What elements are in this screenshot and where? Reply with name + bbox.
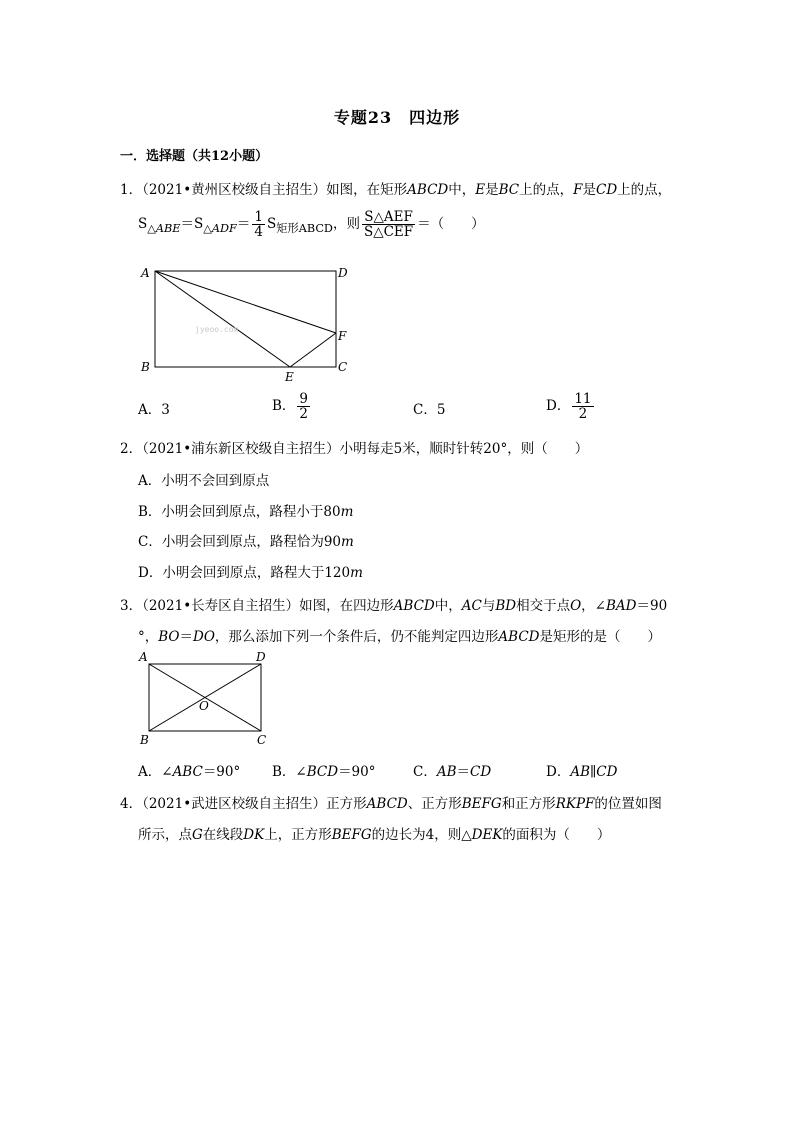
label-a: A: [139, 650, 148, 664]
q3-option-d[interactable]: D．AB∥CD: [546, 764, 618, 780]
q3-line1: 3．（2021•长寿区自主招生）如图，在四边形ABCD中，AC与BD相交于点O，∠BAD＝90: [120, 598, 668, 614]
q2-stem: 2．（2021•浦东新区校级自主招生）小明每走5米，顺时针转20°，则（ ）: [120, 441, 589, 457]
q3-option-a[interactable]: A．∠ABC＝90°: [138, 764, 241, 780]
q1-option-b[interactable]: B． $\frac{9}{2}$: [272, 391, 309, 423]
label-d: D: [256, 650, 266, 664]
q1-option-c[interactable]: C．5: [413, 402, 446, 418]
q2-option-b[interactable]: B．小明会回到原点，路程小于80m: [138, 504, 354, 520]
section-heading: 一．选择题（共12小题）: [120, 149, 269, 164]
label-c: C: [257, 733, 267, 747]
q3-option-c[interactable]: C．AB＝CD: [413, 764, 492, 780]
label-b: B: [140, 733, 149, 747]
watermark: jyeoo.com: [195, 325, 239, 334]
q4-line1: 4．（2021•武进区校级自主招生）正方形ABCD、正方形BEFG和正方形RKPF的位置如图: [120, 796, 662, 812]
q1-option-d[interactable]: D． $\frac{11}{2}$: [546, 391, 592, 423]
q1-line1: 1．（2021•黄州区校级自主招生）如图，在矩形ABCD中，E是BC上的点，F是CD上的点，: [120, 182, 672, 198]
q1-formula: $S_{\triangle ABE}=S_{\triangle ADF}=$ $\frac{1}{4}$ $S_{矩形ABCD}$，则 $\frac{\text{S△AEF}}{\text{S△CEF}}$ ＝（ ）: [138, 209, 485, 241]
q2-option-d[interactable]: D．小明会回到原点，路程大于120m: [138, 565, 363, 581]
one-quarter-fraction: $\frac{1}{4}$: [254, 209, 263, 241]
label-c: C: [338, 360, 348, 374]
label-d: D: [338, 266, 348, 280]
q1-option-a[interactable]: A．3: [138, 402, 170, 418]
q3-line2: °，BO＝DO，那么添加下列一个条件后，仍不能判定四边形ABCD是矩形的是（ ）: [138, 629, 661, 645]
area-ratio-fraction: $\frac{\text{S△AEF}}{\text{S△CEF}}$: [363, 209, 414, 241]
q3-rectangle-figure: [135, 648, 275, 748]
q3-option-b[interactable]: B．∠BCD＝90°: [272, 764, 376, 780]
q4-line2: 所示，点G在线段DK上，正方形BEFG的边长为4，则△DEK的面积为（ ）: [138, 827, 611, 843]
q2-option-c[interactable]: C．小明会回到原点，路程恰为90m: [138, 534, 354, 550]
q1-rectangle-figure: [135, 262, 355, 387]
label-o: O: [199, 699, 209, 713]
label-a: A: [141, 266, 150, 280]
label-f: F: [338, 329, 347, 343]
page-title: 专题23 四边形: [333, 108, 461, 127]
q2-option-a[interactable]: A．小明不会回到原点: [138, 473, 270, 489]
label-e: E: [285, 370, 294, 384]
label-b: B: [141, 360, 150, 374]
